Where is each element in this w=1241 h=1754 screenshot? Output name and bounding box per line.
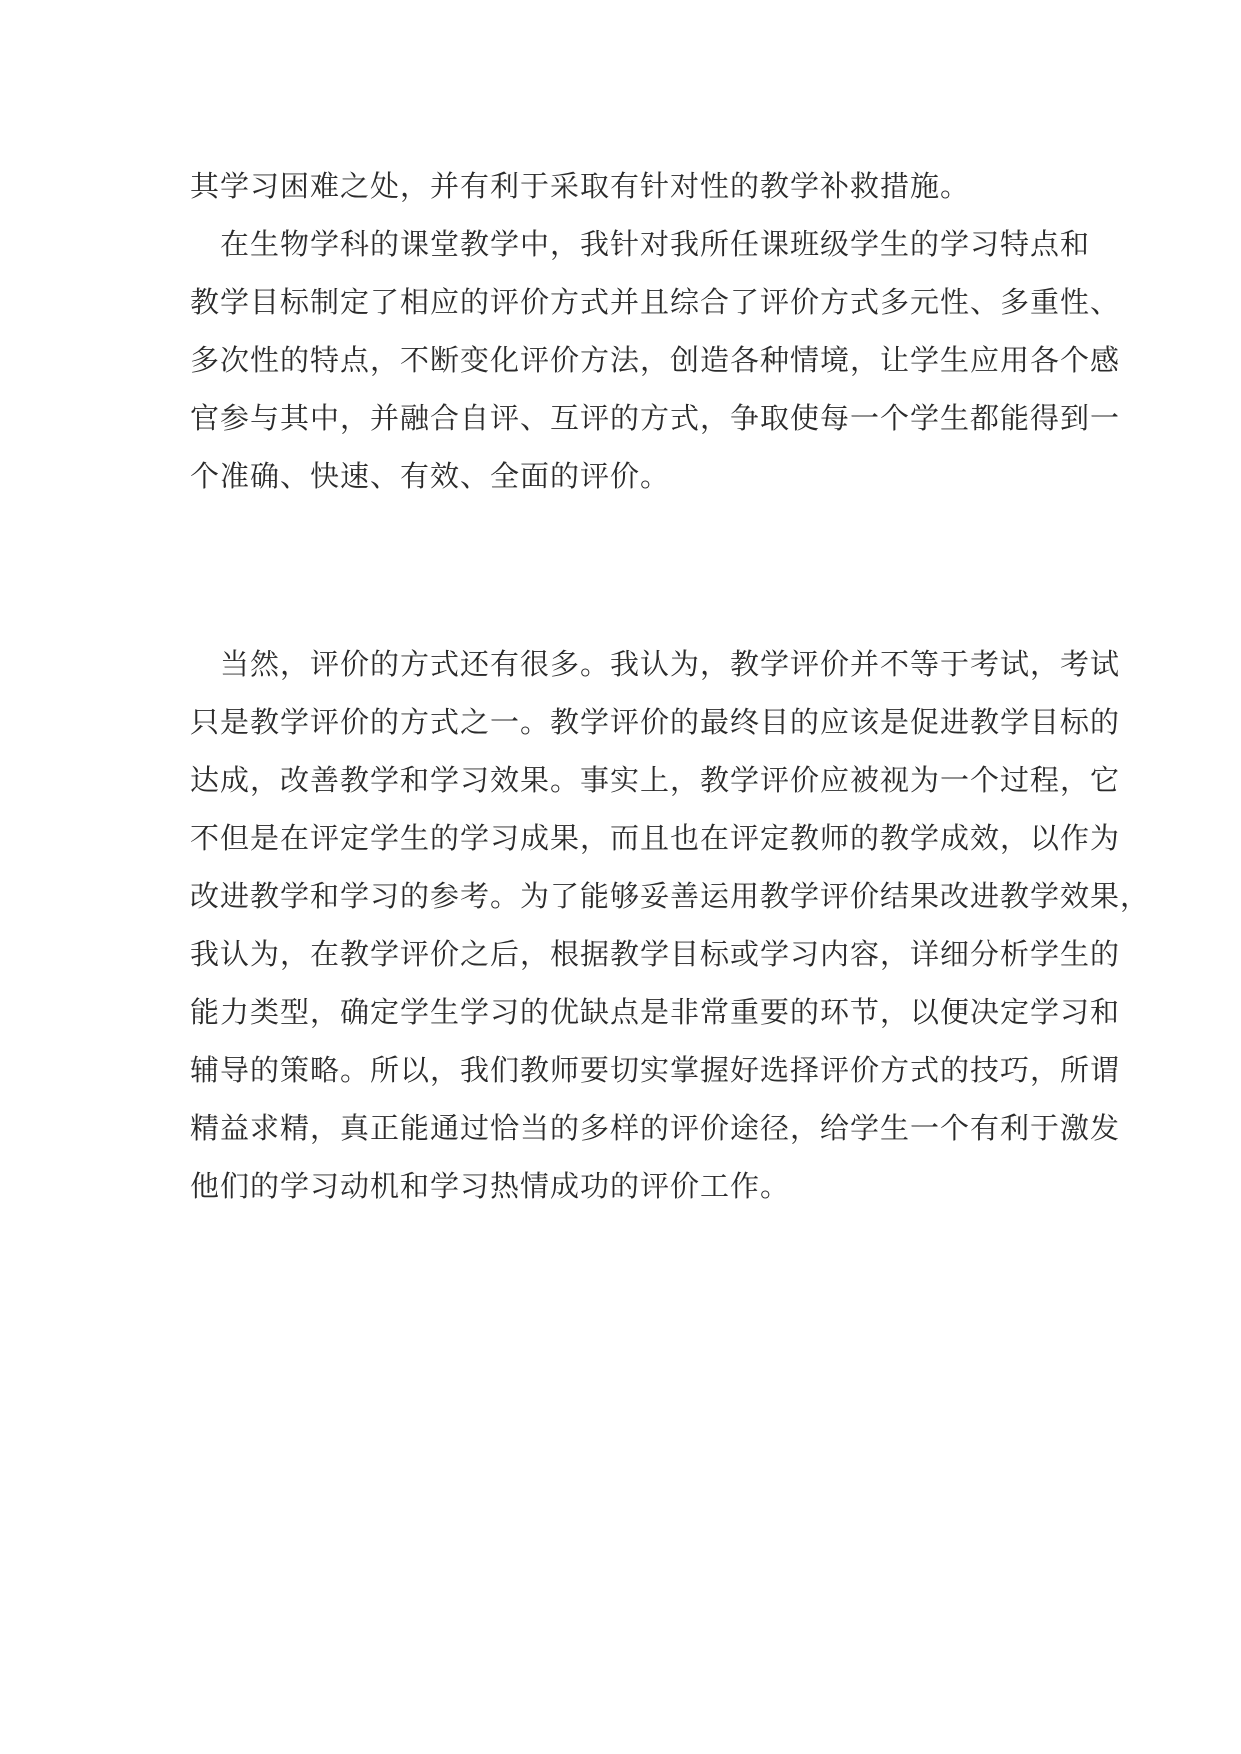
paragraph-line: 官参与其中，并融合自评、互评的方式，争取使每一个学生都能得到一: [190, 401, 1121, 435]
paragraph-line: 能力类型，确定学生学习的优缺点是非常重要的环节，以便决定学习和: [190, 995, 1121, 1029]
paragraph-line: 当然，评价的方式还有很多。我认为，教学评价并不等于考试，考试: [190, 647, 1121, 681]
paragraph-line: 辅导的策略。所以，我们教师要切实掌握好选择评价方式的技巧，所谓: [190, 1053, 1121, 1087]
paragraph-line: 多次性的特点，不断变化评价方法，创造各种情境，让学生应用各个感: [190, 343, 1121, 377]
paragraph-line: 改进教学和学习的参考。为了能够妥善运用教学评价结果改进教学效果，: [190, 879, 1151, 913]
paragraph-line: 教学目标制定了相应的评价方式并且综合了评价方式多元性、多重性、: [190, 285, 1121, 319]
paragraph-line: 在生物学科的课堂教学中，我针对我所任课班级学生的学习特点和: [190, 227, 1091, 261]
paragraph-line: 不但是在评定学生的学习成果，而且也在评定教师的教学成效，以作为: [190, 821, 1121, 855]
paragraph-line: 其学习困难之处，并有利于采取有针对性的教学补救措施。: [190, 169, 971, 203]
paragraph-continuation: [190, 157, 1121, 505]
paragraph-conclusion: [190, 635, 1151, 1215]
paragraph-line: 精益求精，真正能通过恰当的多样的评价途径，给学生一个有利于激发: [190, 1111, 1121, 1145]
paragraph-line: 只是教学评价的方式之一。教学评价的最终目的应该是促进教学目标的: [190, 705, 1121, 739]
paragraph-line: 个准确、快速、有效、全面的评价。: [190, 459, 671, 493]
paragraph-line: 达成，改善教学和学习效果。事实上，教学评价应被视为一个过程，它: [190, 763, 1121, 797]
paragraph-line: 我认为，在教学评价之后，根据教学目标或学习内容，详细分析学生的: [190, 937, 1121, 971]
paragraph-line: 他们的学习动机和学习热情成功的评价工作。: [190, 1169, 791, 1203]
